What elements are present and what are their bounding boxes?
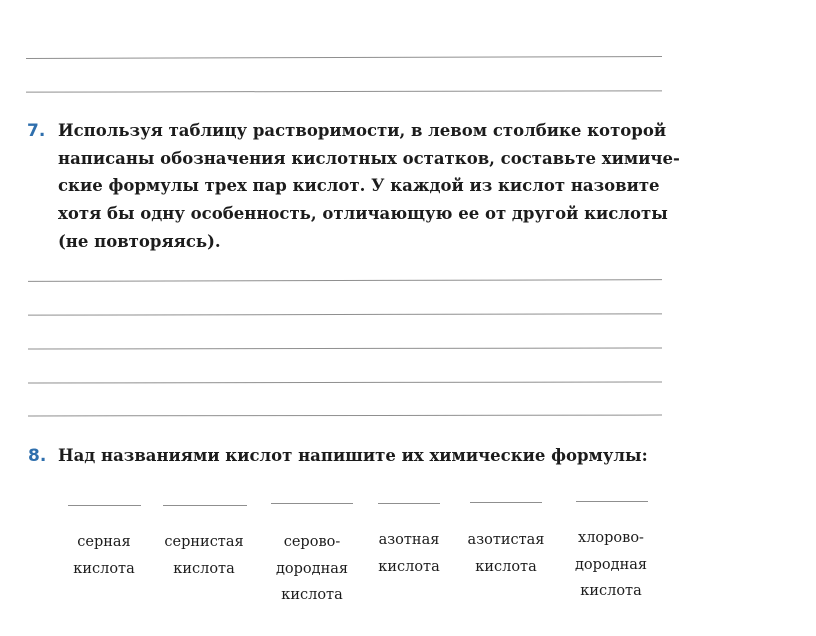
task-7-line: Используя таблицу растворимости, в левом столбике которой	[58, 121, 667, 140]
answer-line[interactable]	[28, 347, 662, 349]
formula-blank[interactable]	[163, 505, 247, 506]
task-7-line: ские формулы трех пар кислот. У каждой из кислот назовите	[58, 176, 660, 196]
formula-blank[interactable]	[378, 503, 440, 504]
acid-name-nitrous	[456, 527, 556, 580]
acid-name-hydrosulfuric	[262, 529, 362, 609]
acid-name-sulfuric	[62, 529, 146, 582]
acid-name-nitric	[362, 527, 456, 580]
formula-blank[interactable]	[68, 505, 141, 506]
task-7-line: хотя бы одну особенность, отличающую ее от другой кислоты	[58, 204, 668, 224]
task-7-number: 7.	[27, 121, 46, 141]
acid-name-line: серная	[77, 534, 131, 550]
acid-name-line: азотная	[378, 532, 440, 548]
acid-name-line: кислота	[73, 560, 135, 577]
formula-blank[interactable]	[576, 501, 648, 502]
answer-line[interactable]	[28, 313, 662, 315]
acid-name-line: кислота	[580, 583, 642, 599]
acid-name-line: кислота	[378, 558, 440, 575]
task-7-line: (не повторяясь).	[58, 231, 221, 251]
acid-name-line: дородная	[574, 556, 648, 573]
answer-line[interactable]	[28, 279, 662, 282]
task-7-text	[58, 117, 680, 255]
answer-line[interactable]	[26, 90, 662, 92]
acid-name-line: хлорово-	[578, 530, 644, 546]
acid-name-line: кислота	[475, 558, 537, 575]
task-8-number: 8.	[28, 446, 47, 466]
acid-name-line: азотистая	[467, 532, 545, 548]
acid-name-sulfurous	[155, 529, 253, 582]
acid-name-line: сернистая	[164, 534, 244, 550]
formula-blank[interactable]	[470, 502, 542, 503]
acid-name-line: серово-	[283, 534, 341, 550]
task-8-text: Над названиями кислот напишите их химические формулы:	[58, 446, 648, 465]
acid-name-line: кислота	[281, 587, 343, 603]
task-7-line: написаны обозначения кислотных остатков, составьте химиче-	[58, 148, 680, 168]
formula-blank[interactable]	[271, 503, 353, 504]
acid-name-line: дородная	[275, 560, 349, 577]
answer-line[interactable]	[26, 56, 662, 59]
answer-line[interactable]	[28, 381, 662, 383]
answer-line[interactable]	[28, 415, 662, 417]
acid-name-line: кислота	[173, 560, 235, 577]
acid-name-hydrochloric	[561, 525, 661, 605]
